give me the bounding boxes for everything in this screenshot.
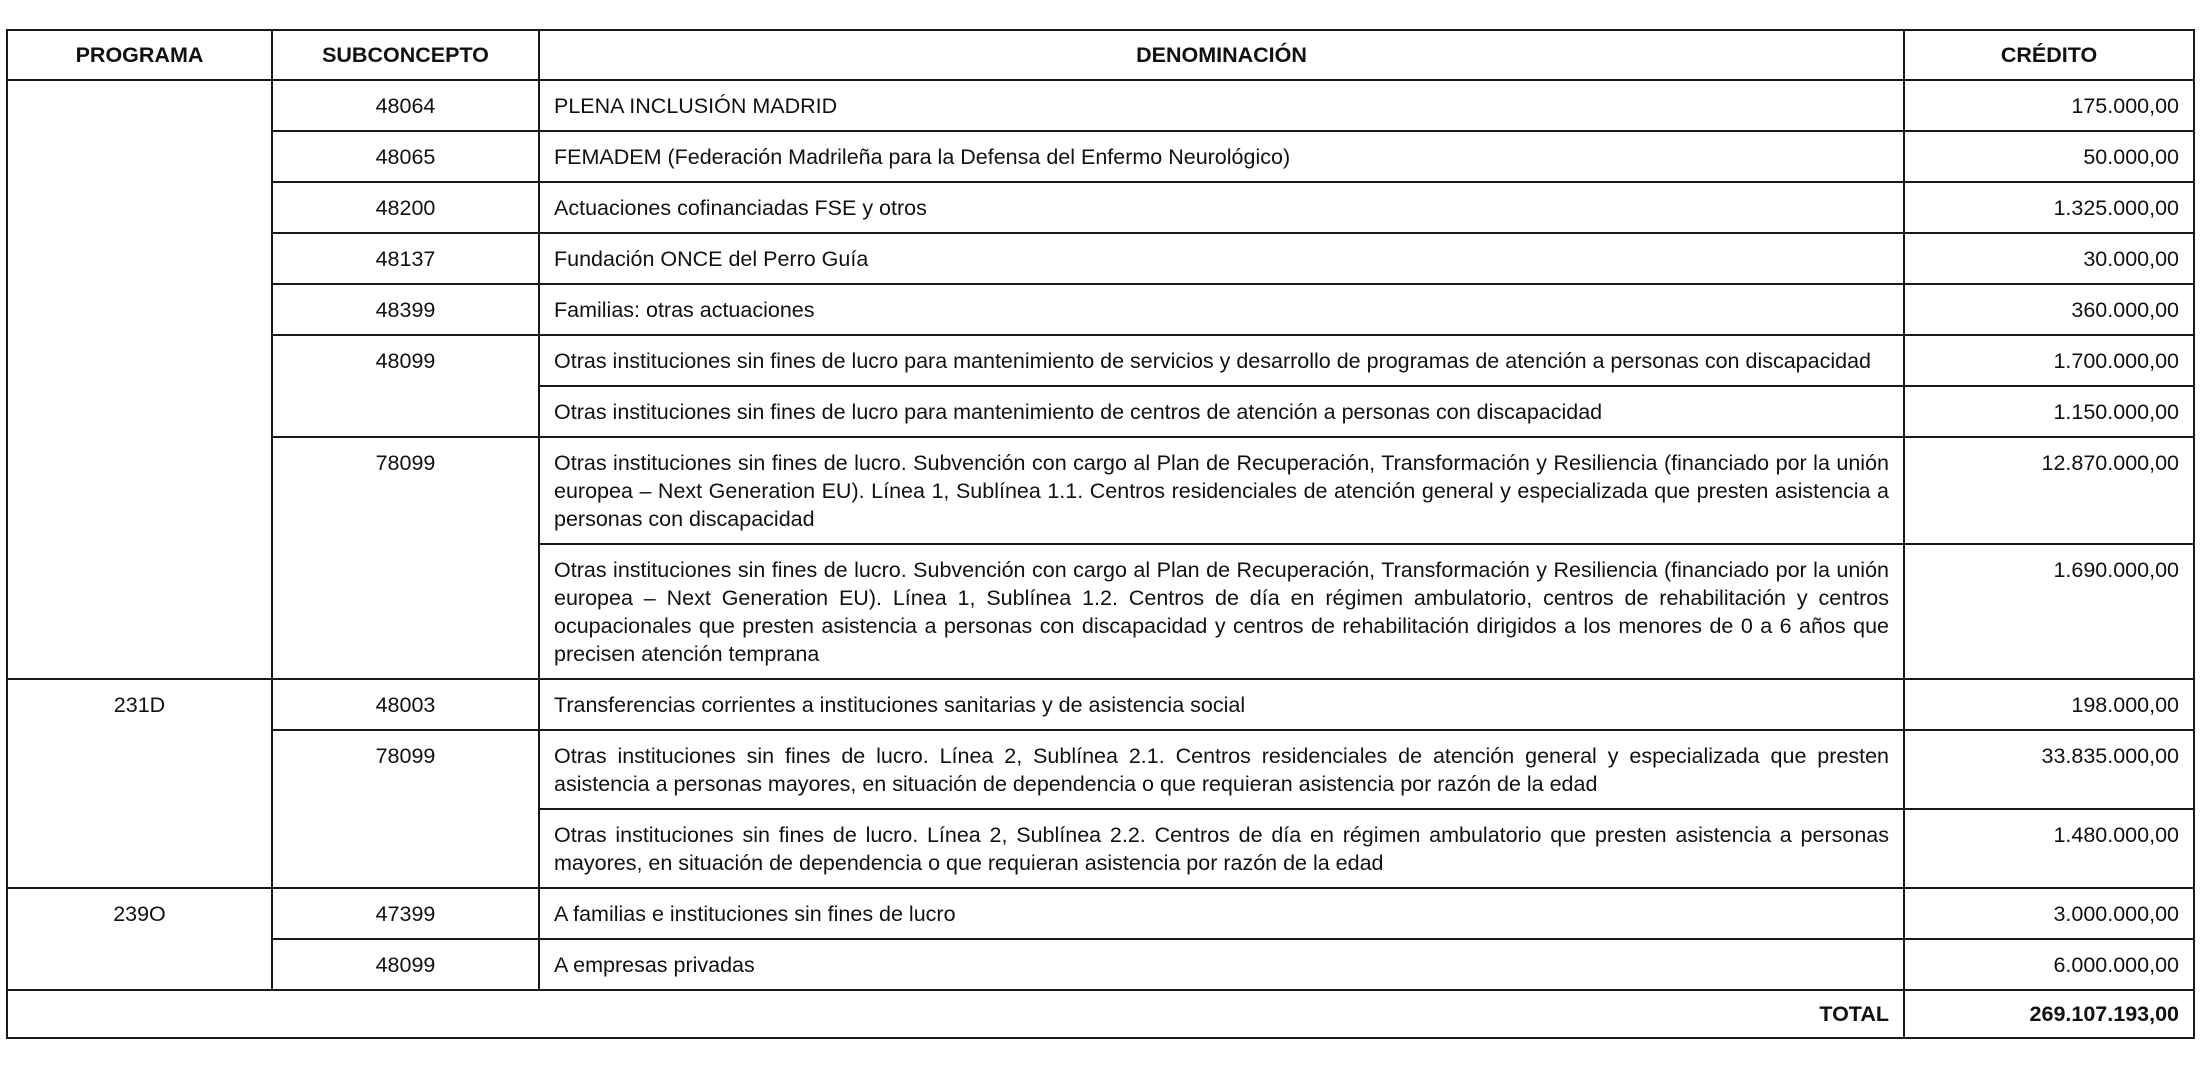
denominacion-cell: PLENA INCLUSIÓN MADRID xyxy=(539,80,1904,131)
denominacion-cell: Actuaciones cofinanciadas FSE y otros xyxy=(539,182,1904,233)
subconcepto-cell: 78099 xyxy=(272,730,539,888)
credito-cell: 33.835.000,00 xyxy=(1904,730,2194,809)
table-row xyxy=(7,939,2194,990)
subconcepto-cell: 48200 xyxy=(272,182,539,233)
credito-cell: 1.700.000,00 xyxy=(1904,335,2194,386)
table-header-row xyxy=(7,30,2194,80)
table-row xyxy=(7,888,2194,939)
programa-cell: 239O xyxy=(7,888,272,990)
programa-cell xyxy=(7,80,272,679)
credito-cell: 1.690.000,00 xyxy=(1904,544,2194,679)
subconcepto-cell: 48099 xyxy=(272,335,539,437)
denominacion-cell: Fundación ONCE del Perro Guía xyxy=(539,233,1904,284)
table-row xyxy=(7,679,2194,730)
credito-cell: 6.000.000,00 xyxy=(1904,939,2194,990)
subconcepto-cell: 48099 xyxy=(272,939,539,990)
denominacion-cell: A familias e instituciones sin fines de lucro xyxy=(539,888,1904,939)
credito-cell: 50.000,00 xyxy=(1904,131,2194,182)
table-row xyxy=(7,233,2194,284)
denominacion-cell: FEMADEM (Federación Madrileña para la Defensa del Enfermo Neurológico) xyxy=(539,131,1904,182)
table-row xyxy=(7,131,2194,182)
credito-cell: 3.000.000,00 xyxy=(1904,888,2194,939)
table-row xyxy=(7,80,2194,131)
total-row xyxy=(7,990,2194,1038)
subconcepto-cell: 48003 xyxy=(272,679,539,730)
denominacion-cell: Transferencias corrientes a instituciones sanitarias y de asistencia social xyxy=(539,679,1904,730)
subconcepto-cell: 48065 xyxy=(272,131,539,182)
table-row xyxy=(7,182,2194,233)
denominacion-cell: Familias: otras actuaciones xyxy=(539,284,1904,335)
credito-cell: 12.870.000,00 xyxy=(1904,437,2194,544)
header-credito: CRÉDITO xyxy=(1904,30,2194,80)
subconcepto-cell: 47399 xyxy=(272,888,539,939)
total-value: 269.107.193,00 xyxy=(1904,990,2194,1038)
header-programa: PROGRAMA xyxy=(7,30,272,80)
credito-cell: 1.150.000,00 xyxy=(1904,386,2194,437)
credito-cell: 1.480.000,00 xyxy=(1904,809,2194,888)
header-subconcepto: SUBCONCEPTO xyxy=(272,30,539,80)
credito-cell: 30.000,00 xyxy=(1904,233,2194,284)
subconcepto-cell: 78099 xyxy=(272,437,539,679)
credito-cell: 198.000,00 xyxy=(1904,679,2194,730)
denominacion-cell: Otras instituciones sin fines de lucro. Subvención con cargo al Plan de Recuperación, Transformación y Resiliencia (financiado por la unión europea – Next Generation EU). Línea 1, Sublínea 1.1. Centros residenciales de atención general y especializada que presten asistencia a personas con discapacidad xyxy=(539,437,1904,544)
denominacion-cell: Otras instituciones sin fines de lucro para mantenimiento de servicios y desarrollo de programas de atención a personas con discapacidad xyxy=(539,335,1904,386)
denominacion-cell: Otras instituciones sin fines de lucro. Subvención con cargo al Plan de Recuperación, Transformación y Resiliencia (financiado por la unión europea – Next Generation EU). Línea 1, Sublínea 1.2. Centros de día en régimen ambulatorio, centros de rehabilitación y centros ocupacionales que presten asistencia a personas con discapacidad y centros de rehabilitación dirigidos a los menores de 0 a 6 años que precisen atención temprana xyxy=(539,544,1904,679)
denominacion-cell: Otras instituciones sin fines de lucro. Línea 2, Sublínea 2.1. Centros residenciales de atención general y especializada que presten asistencia a personas mayores, en situación de dependencia o que requieran asistencia por razón de la edad xyxy=(539,730,1904,809)
subconcepto-cell: 48137 xyxy=(272,233,539,284)
denominacion-cell: Otras instituciones sin fines de lucro para mantenimiento de centros de atención a personas con discapacidad xyxy=(539,386,1904,437)
total-label: TOTAL xyxy=(7,990,1904,1038)
subconcepto-cell: 48064 xyxy=(272,80,539,131)
denominacion-cell: A empresas privadas xyxy=(539,939,1904,990)
denominacion-cell: Otras instituciones sin fines de lucro. Línea 2, Sublínea 2.2. Centros de día en régimen ambulatorio que presten asistencia a personas mayores, en situación de dependencia o que requieran asistencia por razón de la edad xyxy=(539,809,1904,888)
budget-table xyxy=(6,29,2195,1039)
table-row xyxy=(7,730,2194,809)
table-row xyxy=(7,284,2194,335)
credito-cell: 1.325.000,00 xyxy=(1904,182,2194,233)
subconcepto-cell: 48399 xyxy=(272,284,539,335)
table-row xyxy=(7,437,2194,544)
credito-cell: 175.000,00 xyxy=(1904,80,2194,131)
programa-cell: 231D xyxy=(7,679,272,888)
credito-cell: 360.000,00 xyxy=(1904,284,2194,335)
header-denominacion: DENOMINACIÓN xyxy=(539,30,1904,80)
table-row xyxy=(7,335,2194,386)
